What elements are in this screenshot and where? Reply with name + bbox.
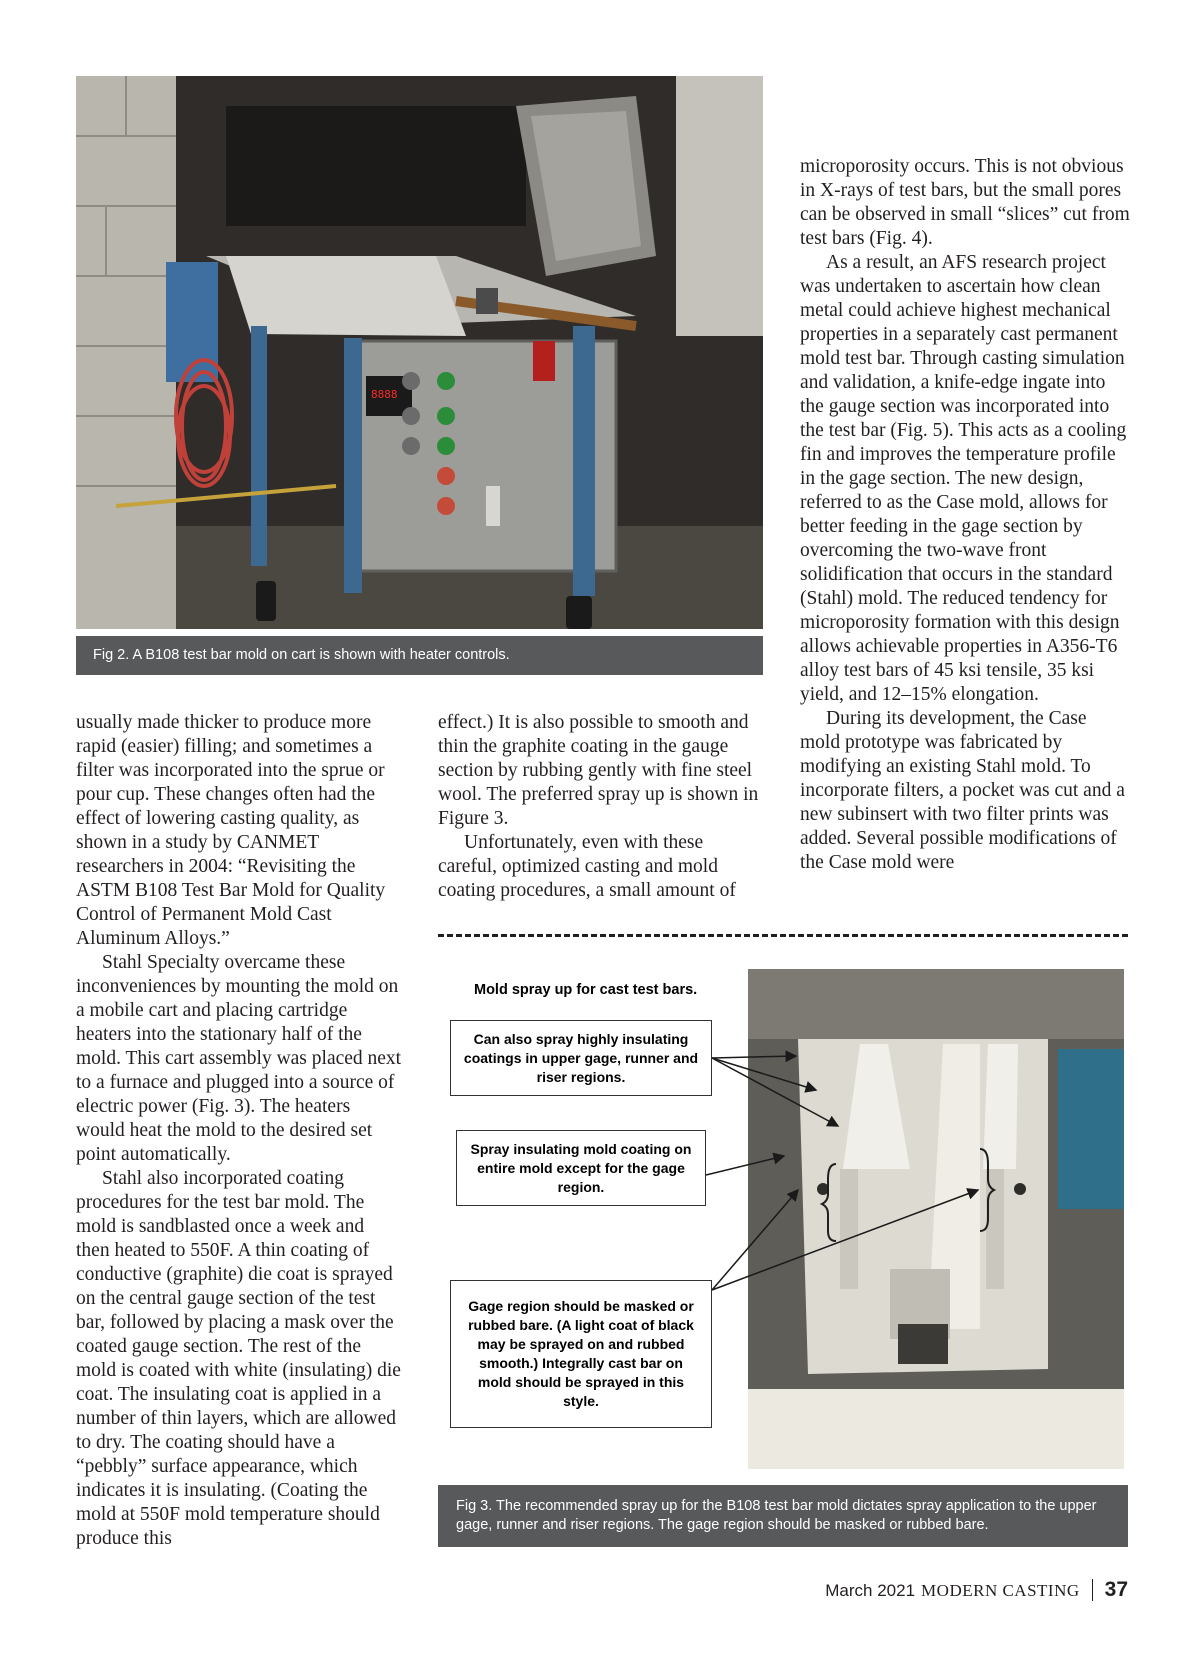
paragraph: Stahl Specialty overcame these inconveniences by mounting the mold on a mobile cart and placing cartridge heaters into the stationary half of the mold. This cart assembly was placed next to a furnace and plugged into a source of electric power (Fig. 3). The heaters would heat the mold to the desired set point automatically. (76, 952, 402, 1165)
paragraph: Stahl also incorporated coating procedures for the test bar mold. The mold is sandblasted once a week and then heated to 550F. A thin coating of conductive (graphite) die coat is sprayed on the central gauge section of the test bar, followed by placing a mask over the coated gauge section. The rest of the mold is coated with white (insulating) die coat. The insulating coat is applied in a number of thin layers, which are allowed to dry. The coating should have a “pebbly” surface appearance, which indicates it is insulating. (Coating the mold at 550F mold temperature should produce this (76, 1168, 401, 1549)
paragraph: microporosity occurs. This is not obvious in X-rays of test bars, but the small pores can be observed in small “slices” cut from test bars (Fig. 4). (800, 156, 1130, 249)
page-number: 37 (1104, 1578, 1128, 1601)
text-column-3 (800, 155, 1130, 875)
figure-3-title: Mold spray up for cast test bars. (474, 982, 698, 998)
figure-2-photo (76, 76, 763, 629)
dashed-divider (438, 934, 1128, 937)
figure-3 (438, 960, 1128, 1485)
mold-cart-illustration (76, 76, 763, 629)
svg-text:8888: 8888 (371, 388, 398, 401)
figure-2-caption: Fig 2. A B108 test bar mold on cart is shown with heater controls. (76, 636, 763, 675)
issue-date: March 2021 (825, 1581, 916, 1600)
callout-entire-mold: Spray insulating mold coating on entire mold except for the gage region. (456, 1130, 706, 1206)
paragraph: Unfortunately, even with these careful, optimized casting and mold coating procedures, a small amount of (438, 832, 736, 901)
paragraph: effect.) It is also possible to smooth and thin the graphite coating in the gauge section by rubbing gently with fine steel wool. The preferred spray up is shown in Figure 3. (438, 712, 759, 829)
magazine-name: MODERN CASTING (921, 1581, 1080, 1600)
paragraph: As a result, an AFS research project was undertaken to ascertain how clean metal could achieve highest mechanical properties in a separately cast permanent mold test bar. Through casting simulation and validation, a knife-edge ingate into the gauge section was incorporated into the test bar (Fig. 5). This acts as a cooling fin and improves the temperature profile in the gage section. The new design, referred to as the Case mold, allows for better feeding in the gage section by overcoming the two-wave front solidification that occurs in the standard (Stahl) mold. The reduced tendency for microporosity formation with this design allows achievable properties in A356-T6 alloy test bars of 45 ksi tensile, 35 ksi yield, and 12–15% elongation. (800, 252, 1127, 705)
callout-arrows (438, 960, 1128, 1485)
text-column-1 (76, 711, 402, 1551)
callout-gage-region: Gage region should be masked or rubbed bare. (A light coat of black may be sprayed on and rubbed smooth.) Integrally cast bar on mold should be sprayed in this style. (450, 1280, 712, 1428)
paragraph: During its development, the Case mold prototype was fabricated by modifying an existing Stahl mold. To incorporate filters, a pocket was cut and a new subinsert with two filter prints was added. Several possible modifications of the Case mold were (800, 708, 1125, 873)
page-footer (825, 1578, 1128, 1602)
text-column-2 (438, 711, 764, 903)
footer-separator (1092, 1579, 1093, 1601)
figure-3-caption: Fig 3. The recommended spray up for the B108 test bar mold dictates spray application to the upper gage, runner and riser regions. The gage region should be masked or rubbed bare. (438, 1485, 1128, 1547)
callout-upper-regions: Can also spray highly insulating coatings in upper gage, runner and riser regions. (450, 1020, 712, 1096)
paragraph: usually made thicker to produce more rapid (easier) filling; and sometimes a filter was incorporated into the sprue or pour cup. These changes often had the effect of lowering casting quality, as shown in a study by CANMET researchers in 2004: “Revisiting the ASTM B108 Test Bar Mold for Quality Control of Permanent Mold Cast Aluminum Alloys.” (76, 712, 386, 949)
